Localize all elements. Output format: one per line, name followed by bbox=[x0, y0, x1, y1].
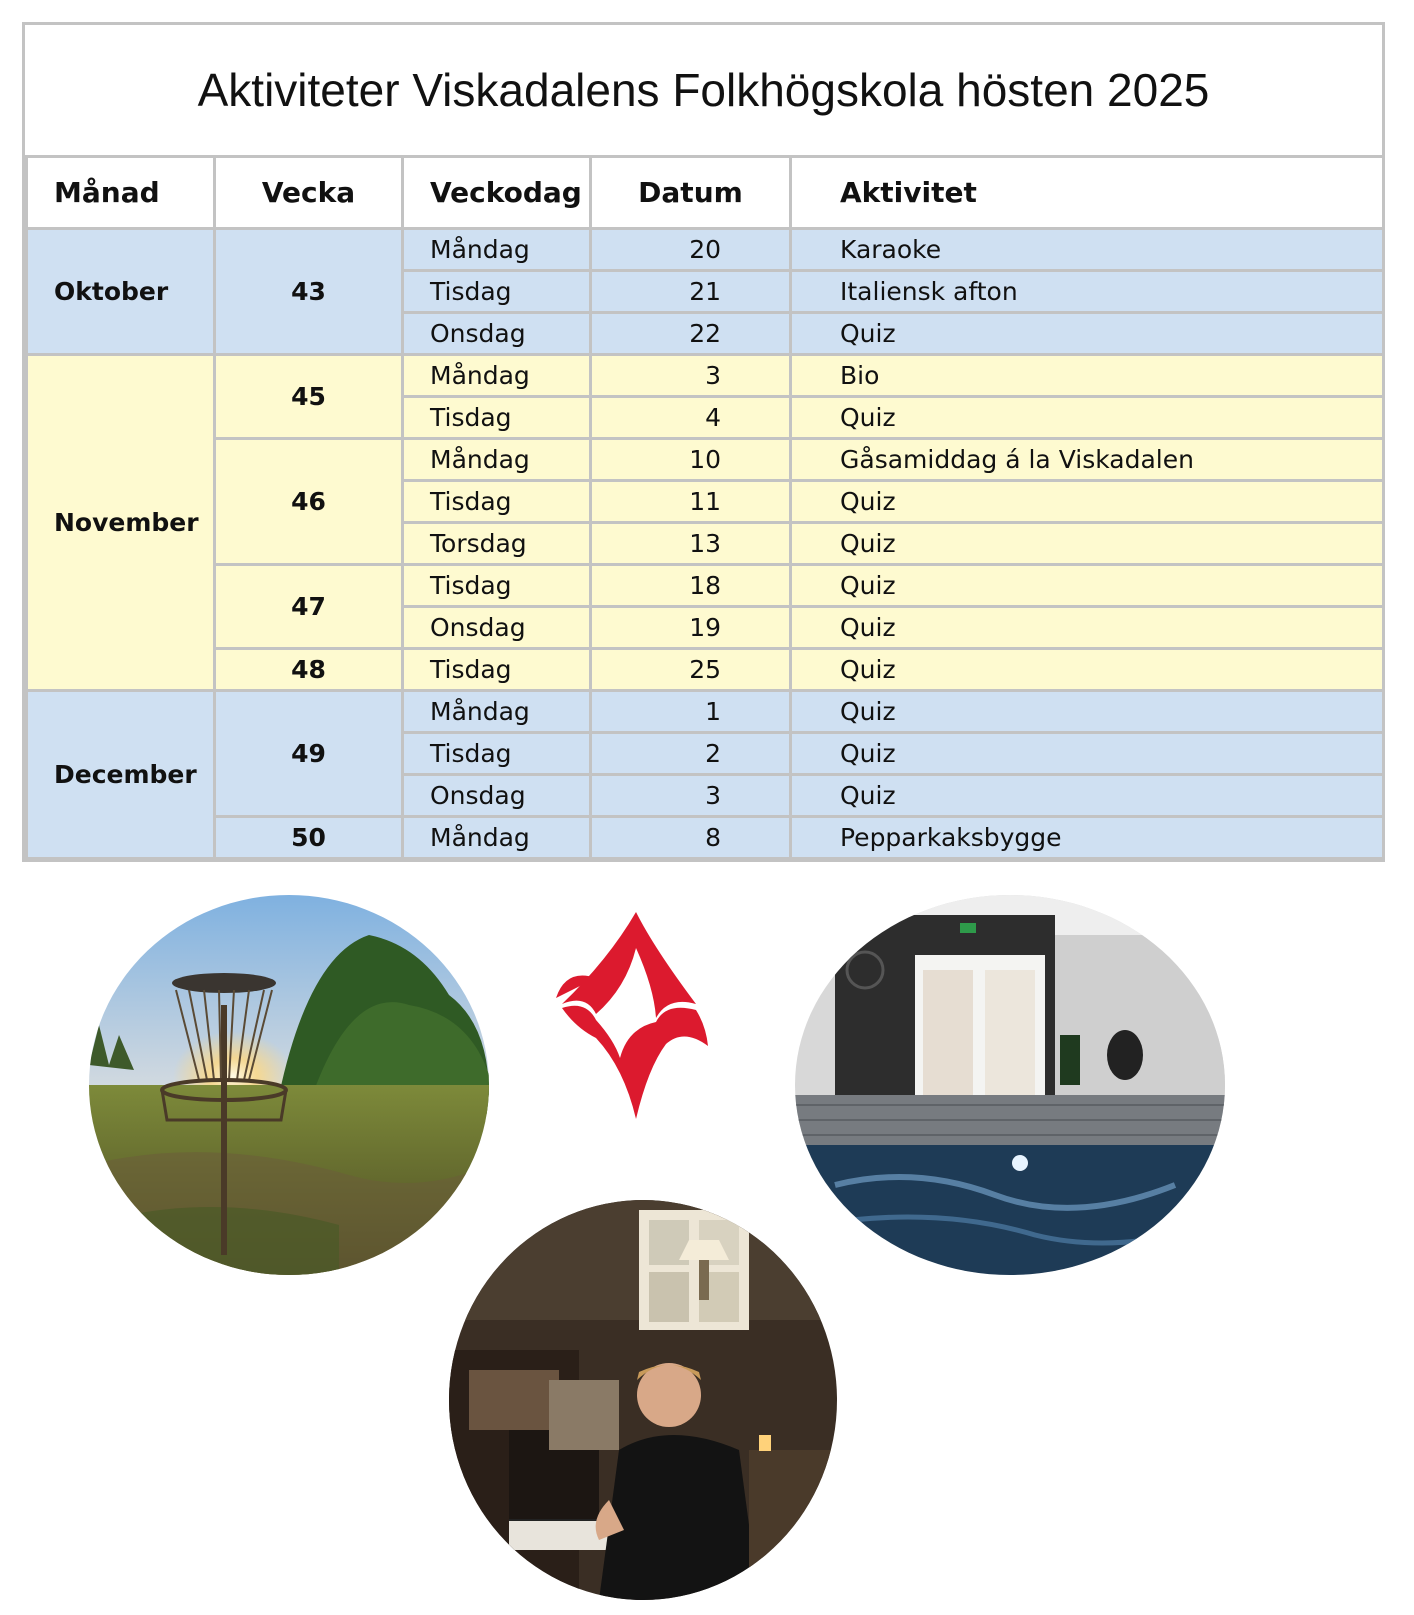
table-row bbox=[27, 439, 1384, 481]
weekday-cell: Tisdag bbox=[403, 271, 591, 313]
schedule-table bbox=[25, 155, 1385, 860]
weekday-cell: Tisdag bbox=[403, 481, 591, 523]
page-title: Aktiviteter Viskadalens Folkhögskola hösten 2025 bbox=[197, 64, 1210, 116]
date-cell: 13 bbox=[591, 523, 791, 565]
date-cell: 22 bbox=[591, 313, 791, 355]
table-row bbox=[27, 649, 1384, 691]
table-header-row bbox=[27, 157, 1384, 229]
weekday-cell: Onsdag bbox=[403, 775, 591, 817]
activity-cell: Quiz bbox=[791, 607, 1384, 649]
date-cell: 2 bbox=[591, 733, 791, 775]
week-cell: 47 bbox=[215, 565, 403, 649]
table-row bbox=[27, 691, 1384, 733]
activity-cell: Quiz bbox=[791, 649, 1384, 691]
weekday-cell: Måndag bbox=[403, 691, 591, 733]
weekday-cell: Onsdag bbox=[403, 607, 591, 649]
date-cell: 19 bbox=[591, 607, 791, 649]
date-cell: 25 bbox=[591, 649, 791, 691]
weekday-cell: Måndag bbox=[403, 439, 591, 481]
week-cell: 50 bbox=[215, 817, 403, 859]
date-cell: 8 bbox=[591, 817, 791, 859]
date-cell: 20 bbox=[591, 229, 791, 271]
activity-cell: Quiz bbox=[791, 397, 1384, 439]
weekday-cell: Tisdag bbox=[403, 565, 591, 607]
table-row bbox=[27, 355, 1384, 397]
activity-cell: Quiz bbox=[791, 775, 1384, 817]
schedule-sheet bbox=[22, 22, 1385, 862]
activity-cell: Italiensk afton bbox=[791, 271, 1384, 313]
activity-cell: Quiz bbox=[791, 565, 1384, 607]
week-cell: 49 bbox=[215, 691, 403, 817]
weekday-cell: Onsdag bbox=[403, 313, 591, 355]
activity-cell: Quiz bbox=[791, 733, 1384, 775]
indoor-pool-photo bbox=[795, 895, 1225, 1275]
week-cell: 46 bbox=[215, 439, 403, 565]
header-weekday: Veckodag bbox=[403, 157, 591, 229]
weekday-cell: Måndag bbox=[403, 817, 591, 859]
activity-cell: Quiz bbox=[791, 523, 1384, 565]
weekday-cell: Tisdag bbox=[403, 397, 591, 439]
activity-cell: Quiz bbox=[791, 313, 1384, 355]
month-cell: November bbox=[27, 355, 215, 691]
header-week: Vecka bbox=[215, 157, 403, 229]
date-cell: 10 bbox=[591, 439, 791, 481]
activity-cell: Quiz bbox=[791, 691, 1384, 733]
date-cell: 3 bbox=[591, 775, 791, 817]
week-cell: 48 bbox=[215, 649, 403, 691]
activity-cell: Bio bbox=[791, 355, 1384, 397]
week-cell: 43 bbox=[215, 229, 403, 355]
header-month: Månad bbox=[27, 157, 215, 229]
date-cell: 11 bbox=[591, 481, 791, 523]
weekday-cell: Tisdag bbox=[403, 649, 591, 691]
month-cell: Oktober bbox=[27, 229, 215, 355]
activity-cell: Pepparkaksbygge bbox=[791, 817, 1384, 859]
activity-cell: Gåsamiddag á la Viskadalen bbox=[791, 439, 1384, 481]
date-cell: 3 bbox=[591, 355, 791, 397]
disc-golf-basket-sunset-photo bbox=[89, 895, 489, 1275]
school-logo bbox=[556, 908, 716, 1123]
table-row bbox=[27, 229, 1384, 271]
weekday-cell: Måndag bbox=[403, 355, 591, 397]
date-cell: 18 bbox=[591, 565, 791, 607]
weekday-cell: Torsdag bbox=[403, 523, 591, 565]
date-cell: 1 bbox=[591, 691, 791, 733]
weekday-cell: Tisdag bbox=[403, 733, 591, 775]
week-cell: 45 bbox=[215, 355, 403, 439]
person-playing-piano-photo bbox=[449, 1200, 837, 1600]
header-date: Datum bbox=[591, 157, 791, 229]
activity-cell: Quiz bbox=[791, 481, 1384, 523]
date-cell: 4 bbox=[591, 397, 791, 439]
table-row bbox=[27, 817, 1384, 859]
table-row bbox=[27, 565, 1384, 607]
date-cell: 21 bbox=[591, 271, 791, 313]
month-cell: December bbox=[27, 691, 215, 859]
activity-cell: Karaoke bbox=[791, 229, 1384, 271]
weekday-cell: Måndag bbox=[403, 229, 591, 271]
header-activity: Aktivitet bbox=[791, 157, 1384, 229]
